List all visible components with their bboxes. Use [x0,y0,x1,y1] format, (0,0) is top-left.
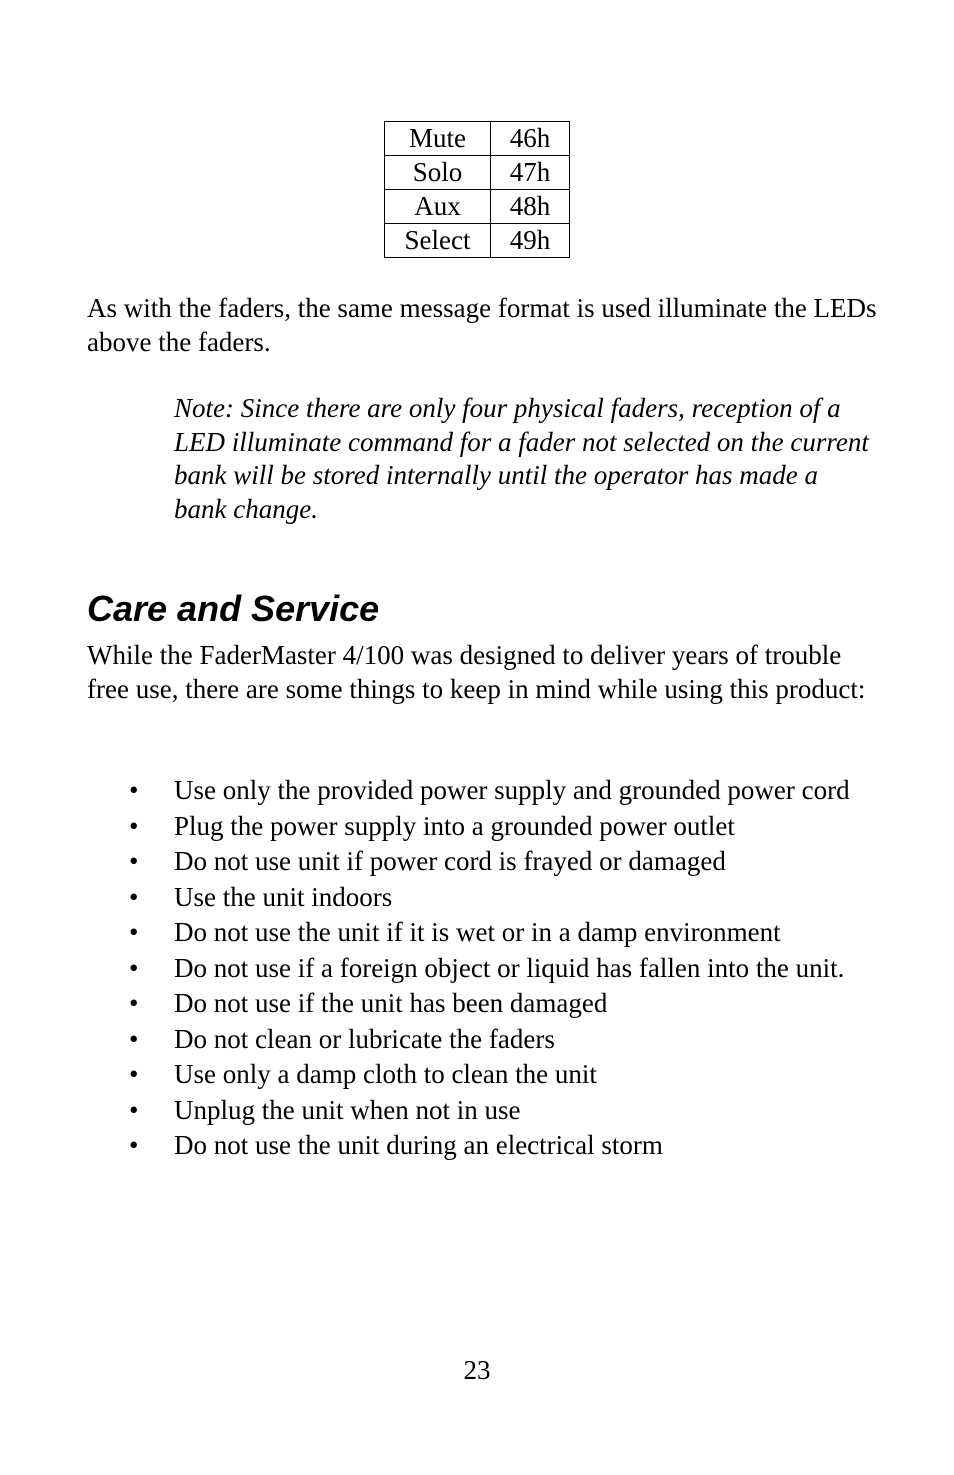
bullet-icon: • [129,1059,139,1089]
list-item [0,810,854,844]
table-cell-name: Aux [385,190,491,224]
list-item [0,1129,854,1163]
list-item [0,916,854,950]
table-cell-name: Mute [385,122,491,156]
list-item-text: Do not use the unit if it is wet or in a damp environment [174,917,781,947]
list-item [0,1058,854,1092]
bullet-icon: • [129,1094,139,1125]
table-cell-code: 46h [491,122,570,156]
table-cell-name: Solo [385,156,491,190]
list-item-text: Do not use if a foreign object or liquid has fallen into the unit. [174,952,845,983]
bullet-icon: • [129,917,139,947]
list-item-text: Use only the provided power supply and grounded power cord [174,775,850,805]
list-item [0,1023,854,1057]
list-item-text: Plug the power supply into a grounded power outlet [174,810,735,841]
table-row [385,190,570,224]
page-number: 23 [463,1355,491,1385]
list-item [0,952,854,986]
list-item-text: Do not use unit if power cord is frayed or damaged [174,846,726,876]
table-row [385,122,570,156]
table-row [385,156,570,190]
list-item-text: Use only a damp cloth to clean the unit [174,1059,597,1089]
table-row [385,224,570,258]
list-item [0,987,854,1021]
care-bullet-list [0,774,954,1165]
list-item [0,881,854,915]
bullet-icon: • [129,881,139,912]
list-item-text: Unplug the unit when not in use [174,1094,521,1125]
bullet-icon: • [129,775,139,805]
list-item [0,1094,854,1128]
bullet-icon: • [129,1130,139,1160]
bullet-icon: • [129,810,139,841]
list-item-text: Do not clean or lubricate the faders [174,1023,555,1054]
list-item-text: Use the unit indoors [174,881,393,912]
table-cell-name: Select [385,224,491,258]
led-code-table [384,121,570,258]
list-item [0,845,854,879]
list-item-text: Do not use the unit during an electrical storm [174,1130,663,1160]
bullet-icon: • [129,1023,139,1054]
bullet-icon: • [129,952,139,983]
table-cell-code: 48h [491,190,570,224]
section-paragraph: While the FaderMaster 4/100 was designed to deliver years of trouble free use, there are some things to keep in mind while using this product: [87,640,866,704]
bullet-icon: • [129,988,139,1018]
note-paragraph: Note: Since there are only four physical faders, reception of a LED illuminate command for a fader not selected on the current bank will be stored internally until the operator has made a bank change. [174,393,869,524]
section-heading: Care and Service [87,588,380,629]
list-item [0,774,854,808]
intro-paragraph: As with the faders, the same message format is used illuminate the LEDs above the faders. [87,293,877,357]
bullet-icon: • [129,846,139,876]
table-cell-code: 49h [491,224,570,258]
list-item-text: Do not use if the unit has been damaged [174,988,608,1018]
table-cell-code: 47h [491,156,570,190]
